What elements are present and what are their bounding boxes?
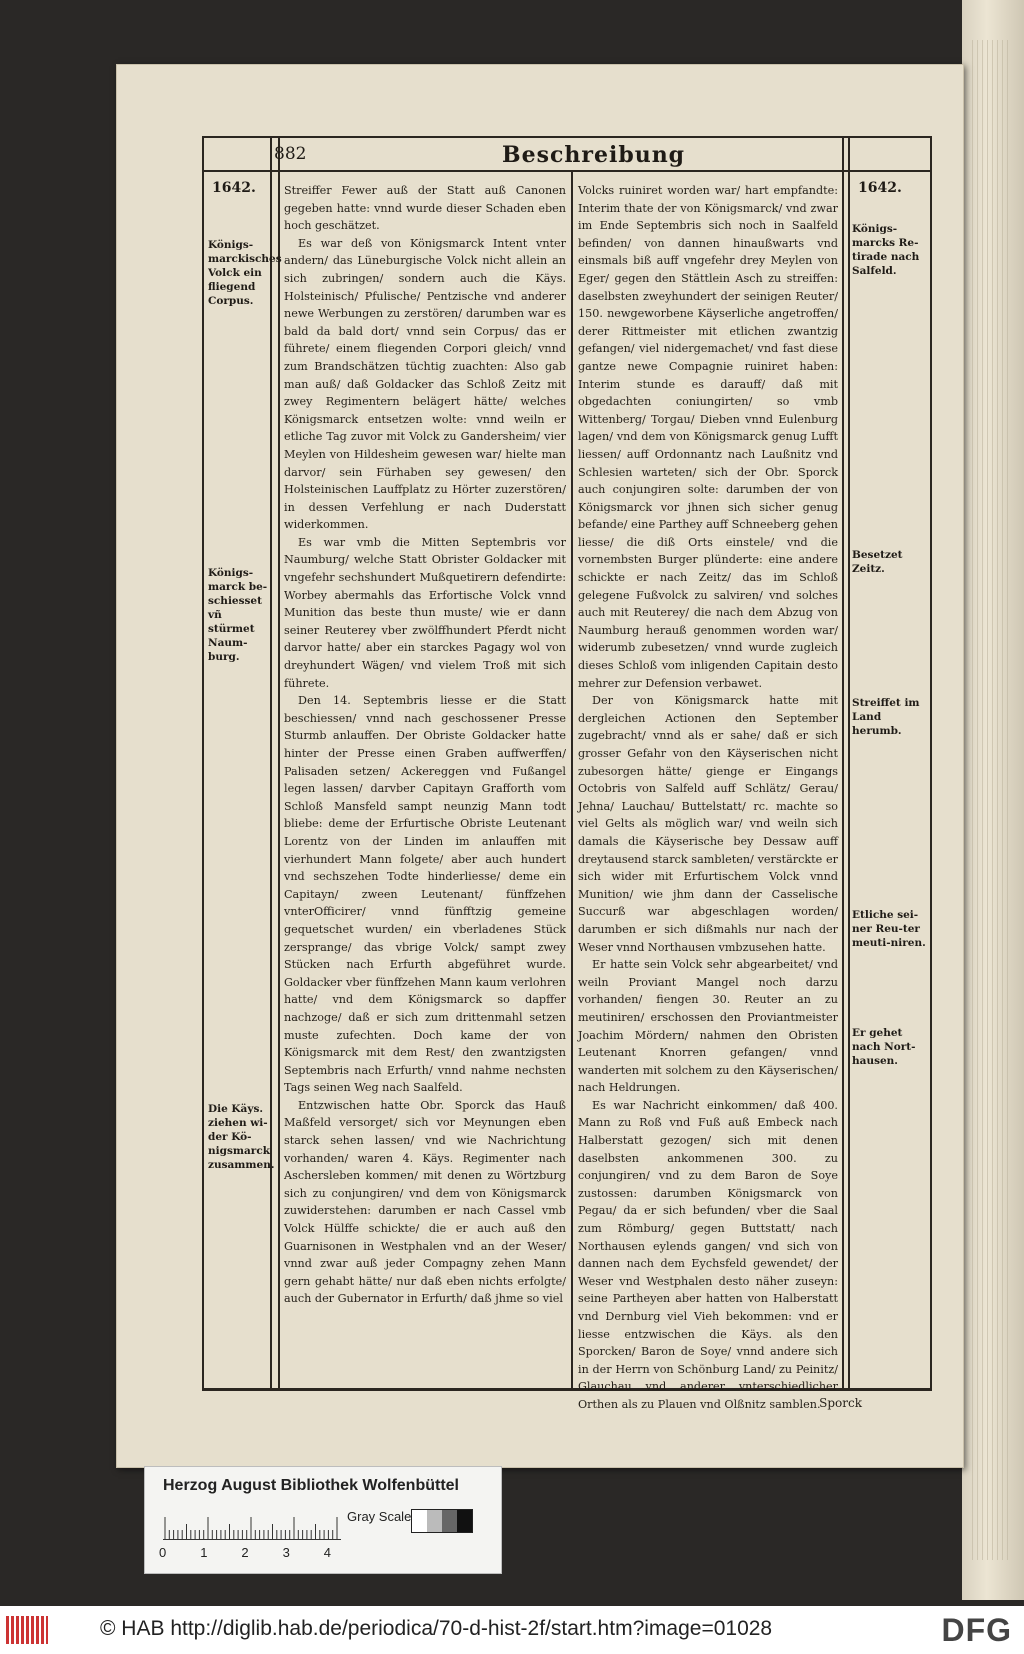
left-margin-rule-inner bbox=[278, 138, 280, 1388]
ruler-number: 3 bbox=[282, 1545, 290, 1560]
dfg-logo: DFG bbox=[941, 1612, 1012, 1648]
text-column-right bbox=[578, 182, 838, 1414]
margin-note-right: Er gehet nach Nort-hausen. bbox=[852, 1027, 916, 1067]
paragraph: Es war deß von Königsmarck Intent vnter andern/ das Lüneburgische Volck nicht allein an sich zubringen/ sondern auch die Käys. Holsteinisch/ Pfulische/ Pentzische vnd anderer newe Werbungen zu zerstören/ darumben war es bald da bald dort/ vnnd sein Corpus/ das er führete/ einem fliegenden Corpori gleich/ vnnd zum Brandschätzen tüchtig zuachten: Also gab man auß/ daß Goldacker das Schloß Zeitz mit zwey Regimentern belägert hätte/ welches Königsmarck entsetzen wolte: vnnd weiln er etliche Tag zuvor mit Volck zu Gandersheim/ vier Meylen von Hildesheim gewesen war/ hielte man darvor/ sein Fürhaben sey gewesen/ den Holsteinischen Lauffplatz zu Hörter zuzerstören/ in dessen Verfehlung er nach Duderstatt widerkommen. bbox=[284, 236, 566, 532]
paragraph: Es war vmb die Mitten Septembris vor Naumburg/ welche Statt Obrister Goldacker mit vngefehr sechshundert Mußquetirern defendirte: Worbey abermahls das Erfortische Volck vnnd Munition das beste thun muste/ wie er dann seiner Reuterey vber zwölffhundert Pferdt nicht darvor hatte/ aber ein starckes Pagagy wol von dreyhundert Wägen/ vnd vielem Troß mit sich führete. bbox=[284, 535, 566, 690]
paragraph: Volcks ruiniret worden war/ hart empfandte: Interim thate der von Königsmarck/ vnd zwar im Ende Septembris sich noch in Saalfeld befinden/ von dannen hinaußwarts vnd einsmals biß auff vngefehr drey Meylen von Eger/ gegen den Stättlein Asch zu streiffen: daselbsten zweyhundert der seinigen Reuter/ 150. newgeworbene Käyserliche angetroffen/ derer Rittmeister mit etlichen zwantzig gefangen/ viel nidergemachet/ vnd fast diese gantze newe Compagnie ruiniret haben: Interim stunde es darauff/ daß mit obgedachten coniungirten/ so vmb Wittenberg/ Torgau/ Dieben vnnd Eulenburg lagen/ vnd dem von Königsmarck genug Lufft liessen/ auff Ordonnantz nach Laußnitz vnd Schlesien warteten/ sich der Obr. Sporck auch conjungiren solte: darumben der von Königsmarck vor jhnen sich sicher genug befande/ eine Parthey auff Schneeberg gehen liesse/ die diß Orts einstele/ vnd die vornembsten Burger plünderte: eine andere schickte er nach Zeitz/ das im Schloß gelegene Fußvolck zu salviren/ vnd solches auch mit Reuterey/ die nach dem Abzug von Naumburg herauß genommen worden war/ widerumb zubesetzen/ vnnd wurde zugleich dieses Schloß vom inligenden Capitain desto mehrer zur Defension verbawet. bbox=[578, 184, 838, 690]
paragraph: Der von Königsmarck hatte mit dergleichen Actionen den September zugebracht/ vnnd als er sahe/ daß er sich grosser Gefahr von den Käyserischen nicht zubesorgen hätte/ gienge er Eingangs Octobris von Salfeld auff Schlätz/ Gerau/ Jehna/ Lauchau/ Buttelstatt/ rc. machte so viel Gelts als möglich war/ vnd weiln sich damals die Käyserische bey Dessaw auff dreytausend starck sambleten/ verstärckte er sich wider mit Erfurtischem Volck vnnd Munition/ wie jhm dann der Casselische Succurß war abgeschlagen worden/ darumben er sich dißmahls nur nach der Weser vnnd Northausen vmbzusehen hatte. bbox=[578, 694, 838, 954]
ruler-number: 1 bbox=[200, 1545, 208, 1560]
margin-note-left: Die Käys. ziehen wi-der Kö-nigsmarck zusammen. bbox=[208, 1103, 275, 1171]
left-margin-rule bbox=[270, 138, 272, 1388]
gray-scale-swatch bbox=[411, 1509, 473, 1533]
book-page bbox=[116, 64, 964, 1468]
text-column-left bbox=[284, 182, 566, 1308]
paragraph: Er hatte sein Volck sehr abgearbeitet/ vnd weiln Proviant Mangel noch darzu vorhanden/ fiengen 30. Reuter an zu meutiniren/ erschossen den Proviantmeister Joachim Mördern/ nahmen den Obristen Leutenant Knorren gefangen/ vnnd wanderten mit solchem zu den Käyserischen/ nach Heldrungen. bbox=[578, 958, 838, 1095]
book-edge bbox=[962, 0, 1024, 1600]
paragraph: Entzwischen hatte Obr. Sporck das Hauß Maßfeld versorget/ sich vor Meynungen eben starck sehen lassen/ vnd wie Nachrichtung vorhanden/ waren 4. Käys. Regimenter nach Aschersleben kommen/ mit denen zu Wörtzburg sich zu conjungiren/ vnd dem von Königsmarck zuwiderstehen: darumben er nach Cassel vmb Volck Hülffe schickte/ die er auch auß den Guarnisonen in Westphalen vnd an der Weser/ vnnd zwar auß jeder Compagny zehen Mann gern gehabt hätte/ nur daß eben nichts erfolgte/ auch der Gubernator in Erfurth/ daß jhme so viel bbox=[284, 1098, 566, 1306]
margin-note-left: Königs-marck be-schiesset vñ stürmet Naum-burg. bbox=[208, 567, 268, 663]
running-title: Beschreibung bbox=[502, 142, 686, 168]
paragraph: Streiffer Fewer auß der Statt auß Canonen gegeben hatte: vnnd wurde dieser Schaden eben hoch geschätzet. bbox=[284, 184, 566, 233]
gray-scale-label: Gray Scale bbox=[347, 1509, 412, 1524]
ruler bbox=[163, 1509, 341, 1540]
margin-note-right: Königs-marcks Re-tirade nach Salfeld. bbox=[852, 223, 920, 277]
right-margin-rule-inner bbox=[848, 138, 850, 1388]
catchword: Sporck bbox=[819, 1396, 862, 1410]
margin-note-right: Streiffet im Land herumb. bbox=[852, 697, 920, 737]
frame-left-rule bbox=[202, 138, 204, 1388]
library-name: Herzog August Bibliothek Wolfenbüttel bbox=[163, 1477, 459, 1494]
ruler-numbers bbox=[159, 1545, 331, 1560]
right-margin-rule bbox=[842, 138, 844, 1388]
page-number: 882 bbox=[274, 144, 307, 164]
margin-note-right: Etliche sei-ner Reu-ter meuti-niren. bbox=[852, 909, 926, 949]
frame-right-rule bbox=[930, 138, 932, 1388]
margin-note-right: Besetzet Zeitz. bbox=[852, 549, 903, 575]
ruler-number: 4 bbox=[323, 1545, 331, 1560]
library-label bbox=[144, 1466, 502, 1574]
footer-url[interactable]: © HAB http://diglib.hab.de/periodica/70-d-hist-2f/start.htm?image=01028 bbox=[100, 1617, 773, 1640]
paragraph: Den 14. Septembris liesse er die Statt beschiessen/ vnnd nach geschossener Presse Sturmb anlauffen. Der Obriste Goldacker hatte hinter der Presse einen Graben auffwerffen/ Palisaden setzen/ Ackereggen vnd Fußangel legen lassen/ darvber Capitayn Grafforth vom Schloß Mansfeld sampt neunzig Mann todt bliebe: deme der Erfurtische Obriste Leutenant Lorentz von der Linden im anlauffen mit vierhundert Mann folgete/ aber auch hundert vnd sechszehen Todte hinderliesse/ deme ein Capitayn/ zween Leutenant/ fünffzehen vnterOfficirer/ vnnd fünfftzig gemeine gequetschet wurden/ ein vberladenes Stück zersprange/ das vbrige Volck/ sampt zwey Stücken nach Erfurth abgeführet wurde. Goldacker vber fünffzehen Mann kaum verlohren hatte/ vnd dem Königsmarck so dapffer nachzoge/ daß er sich zum drittenmahl setzen muste zufechten. Doch kame der von Königsmarck mit dem Rest/ den zwantzigsten Septembris nach Erfurth/ vnnd nahme nechsten Tags seinen Weg nach Saalfeld. bbox=[284, 694, 566, 1095]
margin-note-left: Königs-marckisches Volck ein fliegend Corpus. bbox=[208, 239, 282, 307]
column-divider bbox=[571, 170, 573, 1388]
hab-logo-icon bbox=[6, 1616, 48, 1644]
ruler-number: 0 bbox=[159, 1545, 167, 1560]
paragraph: Es war Nachricht einkommen/ daß 400. Mann zu Roß vnd Fuß auß Embeck nach Halberstatt gezogen/ sich mit denen daselbsten ankommenen 300. zu conjungiren/ vnd zu dem Baron de Soye zustossen: darumben Königsmarck von Pegau/ da er sich befunden/ vber die Saal zum Römburg/ gegen Buttstatt/ nach Northausen eylends gangen/ vnd sich von dannen nach dem Eychsfeld gewendet/ der Weser vnd Westphalen desto näher zuseyn: seine Partheyen aber hatten von Halberstatt vnd Dernburg viel Vieh bekommen: vnd er liesse entzwischen die Käys. als den Sporcken/ Baron de Soye/ vnnd andere sich in der Herrn von Schönburg Land/ zu Peinitz/ Glauchau vnd anderer vnterschiedlicher Orthen als zu Plauen vnd Olßnitz samblen. bbox=[578, 1098, 838, 1411]
running-head bbox=[202, 142, 932, 172]
ruler-number: 2 bbox=[241, 1545, 249, 1560]
page-frame bbox=[202, 136, 932, 1411]
year-right: 1642. bbox=[858, 180, 902, 196]
ruler-ticks bbox=[163, 1509, 341, 1539]
year-left: 1642. bbox=[212, 180, 256, 196]
footer-bar bbox=[0, 1606, 1024, 1654]
